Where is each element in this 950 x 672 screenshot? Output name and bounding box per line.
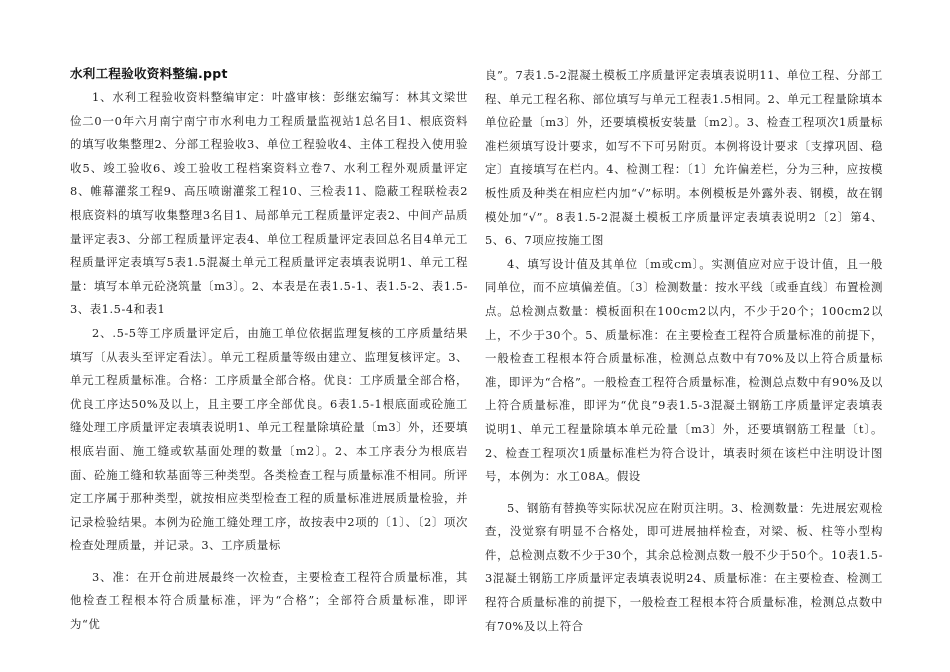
- left-column: [70, 62, 468, 637]
- paragraph: 1、水利工程验收资料整编审定：叶盛审核：彭继宏编写：林其文梁世俭二0一0年六月南宁南宁市水利电力工程质量监视站1总名目1、根底资料的填写收集整理2、分部工程验收3、单位工程验收4、主体工程投入使用验收5、竣工验收6、竣工验收工程档案资料立卷7、水利工程外观质量评定8、帷幕灌浆工程9、高压喷谢灌浆工程10、三检表11、隐蔽工程联检表2根底资料的填写收集整理3名目1、局部单元工程质量评定表2、中间产品质量评定表3、分部工程质量评定表4、单位工程质量评定表回总名目4单元工程质量评定表填写5表1.5混凝土单元工程质量评定表填表说明1、单元工程量：填写本单元砼浇筑量〔m3〕。2、本表是在表1.5-1、表1.5-2、表1.5-3、表1.5-4和表1: [70, 90, 468, 317]
- paragraph: 良”。7表1.5-2混凝土模板工序质量评定表填表说明11、单位工程、分部工程、单元工程名称、部位填写与单元工程表1.5相同。2、单元工程量除填本单位砼量〔m3〕外，还要填模板安装量〔m2〕。3、检查工程项次1质量标准栏须填写设计要求，如写不下可另附页。本例将设计要求〔支撑巩固、稳定〕直接填写在栏内。4、检测工程：〔1〕允许偏差栏，分为三种，应按模板性质及种类在相应栏内加“√”标明。本例模板是外露外表、钢模，故在钢模处加“√”。8表1.5-2混凝土模板工序质量评定表填表说明2〔2〕第4、5、6、7项应按施工图: [485, 68, 883, 248]
- paragraph: 3、准：在开仓前进展最终一次检查，主要检查工程符合质量标准，其他检查工程根本符合质量标准，评为“合格”；全部符合质量标准，即评为“优: [70, 569, 468, 632]
- paragraph: 2、.5-5等工序质量评定后，由施工单位依据监理复核的工序质量结果填写〔从表头至评定看法〕。单元工程质量等级由建立、监理复核评定。3、单元工程质量标准。合格：工序质量全部合格。优良：工序质量全部合格，优良工序达50%及以上，且主要工序全部优良。6表1.5-1根底面或砼施工缝处理工序质量评定表填表说明1、单元工程量除填砼量〔m3〕外，还要填根底岩面、施工缝或软基面处理的数量〔m2〕。2、本工序表分为根底岩面、砼施工缝和软基面等三种类型。各类检查工程与质量标准不相同。所评定工序属于那种类型，就按相应类型检查工程的质量标准进展质量检验，并记录检验结果。本例为砼施工缝处理工序，故按表中2项的〔1〕、〔2〕项次检查处理质量，并记录。3、工序质量标: [70, 325, 468, 553]
- right-column: [485, 64, 883, 638]
- paragraph: 5、钢筋有替换等实际状况应在附页注明。3、检测数量：先进展宏观检查，没觉察有明显不合格处，即可进展抽样检查，对梁、板、柱等小型构件，总检测点数不少于30个，其余总检测点数一般不少于50个。10表1.5-3混凝土钢筋工序质量评定表填表说明24、质量标准：在主要检查、检测工程符合质量标准的前提下，一般检查工程根本符合质量标准，检测总点数中有70%及以上符合: [485, 500, 883, 633]
- paragraph: 4、填写设计值及其单位〔m或cm〕。实测值应对应于设计值，且一般同单位，而不应填偏差值。〔3〕检测数量：按水平线〔或垂直线〕布置检测点。总检测点数量：模板面积在100cm2以内，不少于20个；100cm2以上，不少于30个。5、质量标准：在主要检查工程符合质量标准的前提下，一般检查工程根本符合质量标准，检测总点数中有70%及以上符合质量标准，即评为“合格”。一般检查工程符合质量标准，检测总点数中有90%及以上符合质量标准，即评为“优良”9表1.5-3混凝土钢筋工序质量评定表填表说明1、单元工程量除填本单元砼量〔m3〕外，还要填钢筋工程量〔t〕。2、检查工程项次1质量标准栏为符合设计，填表时须在该栏中注明设计图号，本例为：水工08A。假设: [485, 256, 883, 484]
- document-title: 水利工程验收资料整编.ppt: [70, 66, 228, 81]
